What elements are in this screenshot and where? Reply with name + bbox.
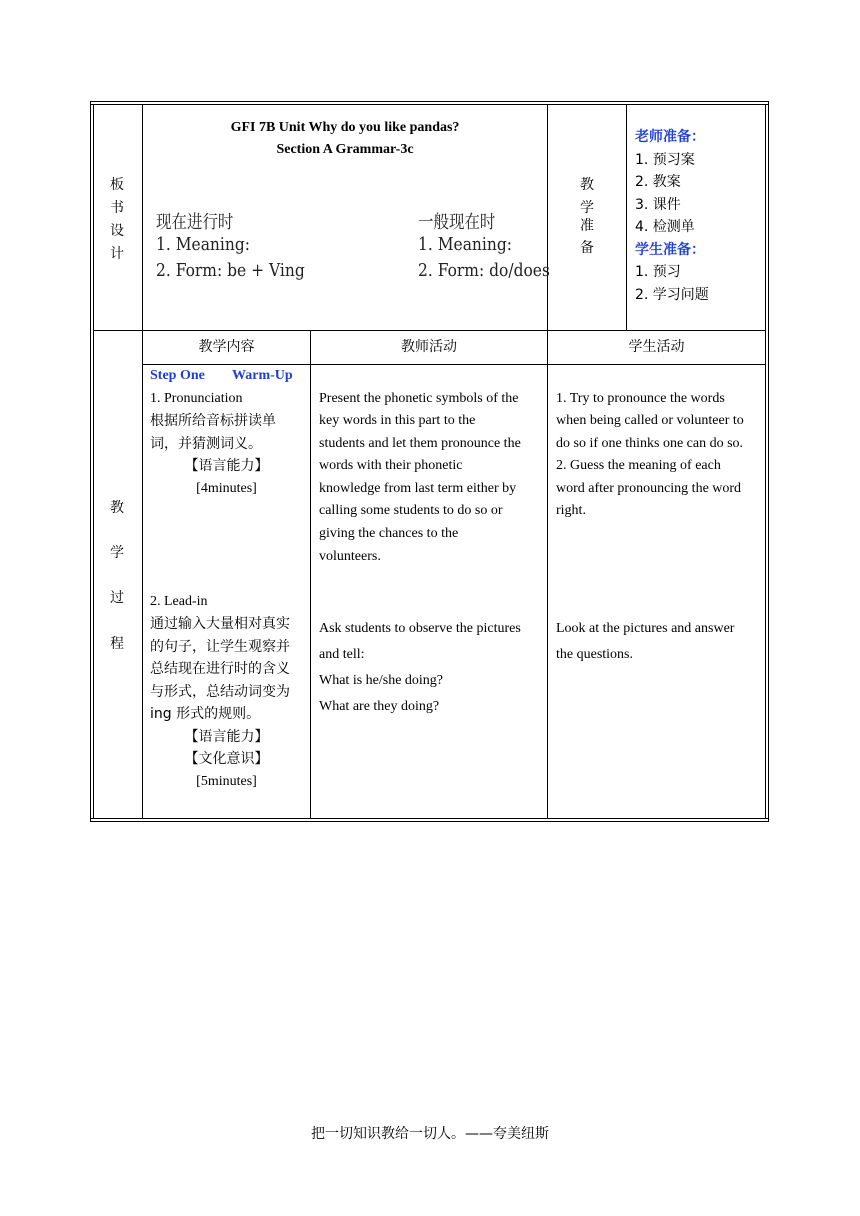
right-line2: 2. Form: do/does (418, 260, 550, 281)
teacher-activity-line: What are they doing? (319, 699, 440, 714)
board-design-char-4: 计 (110, 246, 124, 262)
teacher-prep-item: 4. 检测单 (635, 219, 695, 235)
teacher-activity-line: giving the chances to the (319, 526, 459, 541)
item2-desc-line: 通过输入大量相对真实 (150, 616, 290, 632)
student-activity-line: the questions. (556, 647, 633, 662)
teacher-activity-line: key words in this part to the (319, 413, 476, 428)
process-char-4: 程 (110, 636, 124, 652)
item2-time: [5minutes] (196, 774, 257, 789)
step-name: Warm-Up (232, 368, 293, 383)
student-activity-line: 2. Guess the meaning of each (556, 458, 721, 473)
header-content: 教学内容 (198, 339, 255, 355)
footer-quote: 把一切知识教给一切人。——夸美纽斯 (311, 1126, 549, 1142)
teacher-activity-line: words with their phonetic (319, 458, 463, 473)
student-activity-line: right. (556, 503, 586, 518)
teacher-prep-item: 3. 课件 (635, 197, 681, 213)
teacher-activity-line: Ask students to observe the pictures (319, 621, 521, 636)
student-activity-line: do so if one thinks one can do so. (556, 436, 744, 451)
teacher-prep-heading: 老师准备： (635, 129, 705, 145)
board-design-char-2: 书 (110, 200, 124, 216)
item2-tag: 【语言能力】 (184, 729, 269, 745)
teacher-activity-line: calling some students to do so or (319, 503, 503, 518)
item2-title: 2. Lead-in (150, 594, 208, 609)
right-heading: 一般现在时 (418, 212, 496, 233)
prep-char-2: 学 (580, 200, 594, 216)
teacher-activity-line: students and let them pronounce the (319, 436, 521, 451)
student-prep-item: 2. 学习问题 (635, 287, 709, 303)
item2-desc-line: 的句子，让学生观察并 (150, 639, 290, 655)
item1-tag: 【语言能力】 (184, 458, 269, 474)
left-line2: 2. Form: be + Ving (156, 260, 305, 281)
student-prep-item: 1. 预习 (635, 264, 681, 280)
process-char-3: 过 (110, 590, 124, 606)
prep-char-3: 准 (580, 218, 594, 234)
item1-desc-line: 根据所给音标拼读单 (150, 413, 276, 429)
item2-tag: 【文化意识】 (184, 751, 269, 767)
board-design-char-3: 设 (110, 223, 124, 239)
student-activity-line: 1. Try to pronounce the words (556, 391, 725, 406)
teacher-activity-line: What is he/she doing? (319, 673, 444, 688)
board-design-char-1: 板 (110, 177, 124, 193)
left-line1: 1. Meaning: (156, 234, 250, 255)
item2-desc-line: 总结现在进行时的含义 (150, 661, 290, 677)
teacher-activity-line: knowledge from last term either by (319, 481, 517, 496)
student-prep-heading: 学生准备： (635, 242, 705, 258)
item2-desc-line: ing 形式的规则。 (150, 706, 261, 722)
teacher-activity-line: Present the phonetic symbols of the (319, 391, 519, 406)
prep-char-4: 备 (580, 240, 594, 256)
left-heading: 现在进行时 (156, 212, 234, 233)
header-student: 学生活动 (628, 339, 685, 355)
student-activity-line: word after pronouncing the word (556, 481, 742, 496)
item2-desc-line: 与形式，总结动词变为 (150, 684, 290, 700)
item1-title: 1. Pronunciation (150, 391, 243, 406)
student-activity-line: when being called or volunteer to (556, 413, 744, 428)
prep-char-1: 教 (580, 177, 594, 193)
item1-time: [4minutes] (196, 481, 257, 496)
teacher-activity-line: volunteers. (319, 549, 381, 564)
item1-desc-line: 词，并猜测词义。 (150, 436, 262, 452)
teacher-activity-line: and tell: (319, 647, 365, 662)
board-title-line2: Section A Grammar-3c (276, 142, 414, 157)
process-char-2: 学 (110, 545, 124, 561)
header-teacher: 教师活动 (401, 339, 457, 355)
process-char-1: 教 (110, 500, 124, 516)
teacher-prep-item: 2. 教案 (635, 174, 681, 190)
step-label: Step One (150, 368, 205, 383)
board-title-line1: GFI 7B Unit Why do you like pandas? (230, 120, 460, 135)
right-line1: 1. Meaning: (418, 234, 512, 255)
teacher-prep-item: 1. 预习案 (635, 152, 695, 168)
student-activity-line: Look at the pictures and answer (556, 621, 735, 636)
